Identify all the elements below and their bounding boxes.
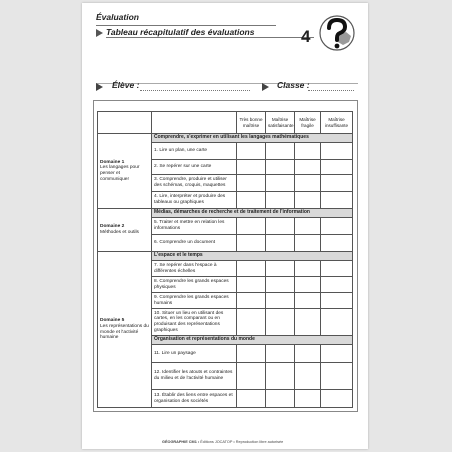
grade-cell[interactable]	[266, 218, 295, 235]
grade-cell[interactable]	[295, 309, 321, 336]
grade-cell[interactable]	[237, 293, 266, 309]
grade-cell[interactable]	[237, 363, 266, 390]
arrow-right-icon	[96, 83, 103, 91]
grade-cell[interactable]	[237, 261, 266, 277]
skill-label: 10. Situer un lieu en utilisant des cartes, en les comparant ou en produisant des représentations graphiques	[152, 309, 237, 336]
header-empty-cell	[98, 112, 152, 134]
domain-cell	[98, 134, 152, 209]
domain-description: Les représentations du monde et l'activité humaine	[100, 323, 149, 341]
footer-book: GÉOGRAPHIE CM1	[162, 440, 197, 444]
level-header: Très bonne maîtrise	[237, 112, 266, 134]
grade-cell[interactable]	[295, 277, 321, 293]
grade-cell[interactable]	[237, 143, 266, 160]
grade-cell[interactable]	[266, 143, 295, 160]
skill-label: 13. Établir des liens entre espaces et organisation des sociétés	[152, 390, 237, 408]
footer-rights: Reproduction libre autorisée	[235, 440, 284, 444]
grade-cell[interactable]	[321, 390, 353, 408]
theme-row	[98, 252, 353, 261]
table-header-row	[98, 112, 353, 134]
skill-label: 7. Se repérer dans l'espace à différentes échelles	[152, 261, 237, 277]
grade-cell[interactable]	[266, 345, 295, 363]
question-mark-france-icon	[318, 14, 356, 52]
grade-cell[interactable]	[295, 235, 321, 252]
theme-title: Médias, démarches de recherche et de traitement de l'information	[152, 209, 353, 218]
class-name-field[interactable]	[308, 90, 354, 91]
student-name-field[interactable]	[140, 90, 250, 91]
domain-title: Domaine 5	[100, 318, 125, 324]
level-header: Maîtrise fragile	[295, 112, 321, 134]
grade-cell[interactable]	[295, 363, 321, 390]
page-subtitle: Tableau récapitulatif des évaluations	[106, 27, 314, 38]
theme-row	[98, 209, 353, 218]
grade-cell[interactable]	[295, 345, 321, 363]
level-header: Maîtrise satisfaisante	[266, 112, 295, 134]
grade-cell[interactable]	[237, 218, 266, 235]
grade-cell[interactable]	[321, 218, 353, 235]
grade-cell[interactable]	[321, 309, 353, 336]
domain-cell	[98, 209, 152, 252]
domain-title: Domaine 1	[100, 159, 125, 165]
grade-cell[interactable]	[266, 390, 295, 408]
skill-label: 5. Traiter et mettre en relation les informations	[152, 218, 237, 235]
domain-description: Méthodes et outils	[100, 230, 139, 235]
evaluation-table	[97, 111, 353, 408]
grade-cell[interactable]	[321, 235, 353, 252]
skill-label: 11. Lire un paysage	[152, 345, 237, 363]
grade-cell[interactable]	[237, 160, 266, 175]
grade-cell[interactable]	[237, 390, 266, 408]
arrow-right-icon	[96, 29, 103, 37]
footer-publisher: • Éditions JOCATOP •	[197, 440, 235, 444]
student-label: Élève :	[112, 80, 140, 90]
grade-cell[interactable]	[321, 175, 353, 192]
grade-cell[interactable]	[266, 309, 295, 336]
class-label: Classe :	[277, 80, 310, 90]
grade-cell[interactable]	[295, 160, 321, 175]
grade-cell[interactable]	[237, 175, 266, 192]
grade-cell[interactable]	[266, 235, 295, 252]
grade-cell[interactable]	[321, 293, 353, 309]
skill-label: 2. Se repérer sur une carte	[152, 160, 237, 175]
theme-title: L'espace et le temps	[152, 252, 353, 261]
skill-label: 6. Comprendre un document	[152, 235, 237, 252]
grade-cell[interactable]	[266, 160, 295, 175]
grade-cell[interactable]	[266, 192, 295, 209]
grade-cell[interactable]	[266, 363, 295, 390]
grade-cell[interactable]	[321, 160, 353, 175]
grade-cell[interactable]	[295, 293, 321, 309]
skill-label: 9. Comprendre les grands espaces humains	[152, 293, 237, 309]
grade-cell[interactable]	[237, 277, 266, 293]
skill-label: 8. Comprendre les grands espaces physiques	[152, 277, 237, 293]
grade-cell[interactable]	[321, 363, 353, 390]
header-empty-cell	[152, 112, 237, 134]
grade-cell[interactable]	[295, 143, 321, 160]
grade-cell[interactable]	[237, 345, 266, 363]
domain-title: Domaine 2	[100, 224, 125, 230]
arrow-right-icon	[262, 83, 269, 91]
grade-cell[interactable]	[266, 175, 295, 192]
skill-label: 12. Identifier les atouts et contraintes du milieu et de l'activité humaine	[152, 363, 237, 390]
grade-cell[interactable]	[295, 390, 321, 408]
theme-title: Comprendre, s'exprimer en utilisant les langages mathématiques	[152, 134, 353, 143]
grade-cell[interactable]	[266, 261, 295, 277]
title-underline	[96, 25, 276, 26]
grade-cell[interactable]	[321, 192, 353, 209]
domain-description: Les langages pour penser et communiquer	[100, 165, 140, 182]
grade-cell[interactable]	[295, 261, 321, 277]
grade-cell[interactable]	[266, 293, 295, 309]
grade-cell[interactable]	[321, 277, 353, 293]
theme-title: Organisation et représentations du monde	[152, 336, 353, 345]
grade-cell[interactable]	[295, 218, 321, 235]
skill-label: 1. Lire un plan, une carte	[152, 143, 237, 160]
grade-cell[interactable]	[295, 192, 321, 209]
grade-cell[interactable]	[237, 235, 266, 252]
domain-cell	[98, 252, 152, 408]
page-title: Évaluation	[96, 12, 139, 22]
page-footer	[162, 440, 283, 444]
grade-cell[interactable]	[237, 192, 266, 209]
grade-cell[interactable]	[321, 345, 353, 363]
grade-cell[interactable]	[266, 277, 295, 293]
grade-cell[interactable]	[321, 261, 353, 277]
grade-cell[interactable]	[237, 309, 266, 336]
theme-row	[98, 134, 353, 143]
level-header: Maîtrise insuffisante	[321, 112, 353, 134]
skill-label: 4. Lire, interpréter et produire des tableaux ou graphiques	[152, 192, 237, 209]
grade-cell[interactable]	[321, 143, 353, 160]
skill-label: 3. Comprendre, produire et utiliser des schémas, croquis, maquettes	[152, 175, 237, 192]
grade-cell[interactable]	[295, 175, 321, 192]
sheet-number: 4	[301, 27, 311, 46]
worksheet-page	[82, 3, 368, 449]
